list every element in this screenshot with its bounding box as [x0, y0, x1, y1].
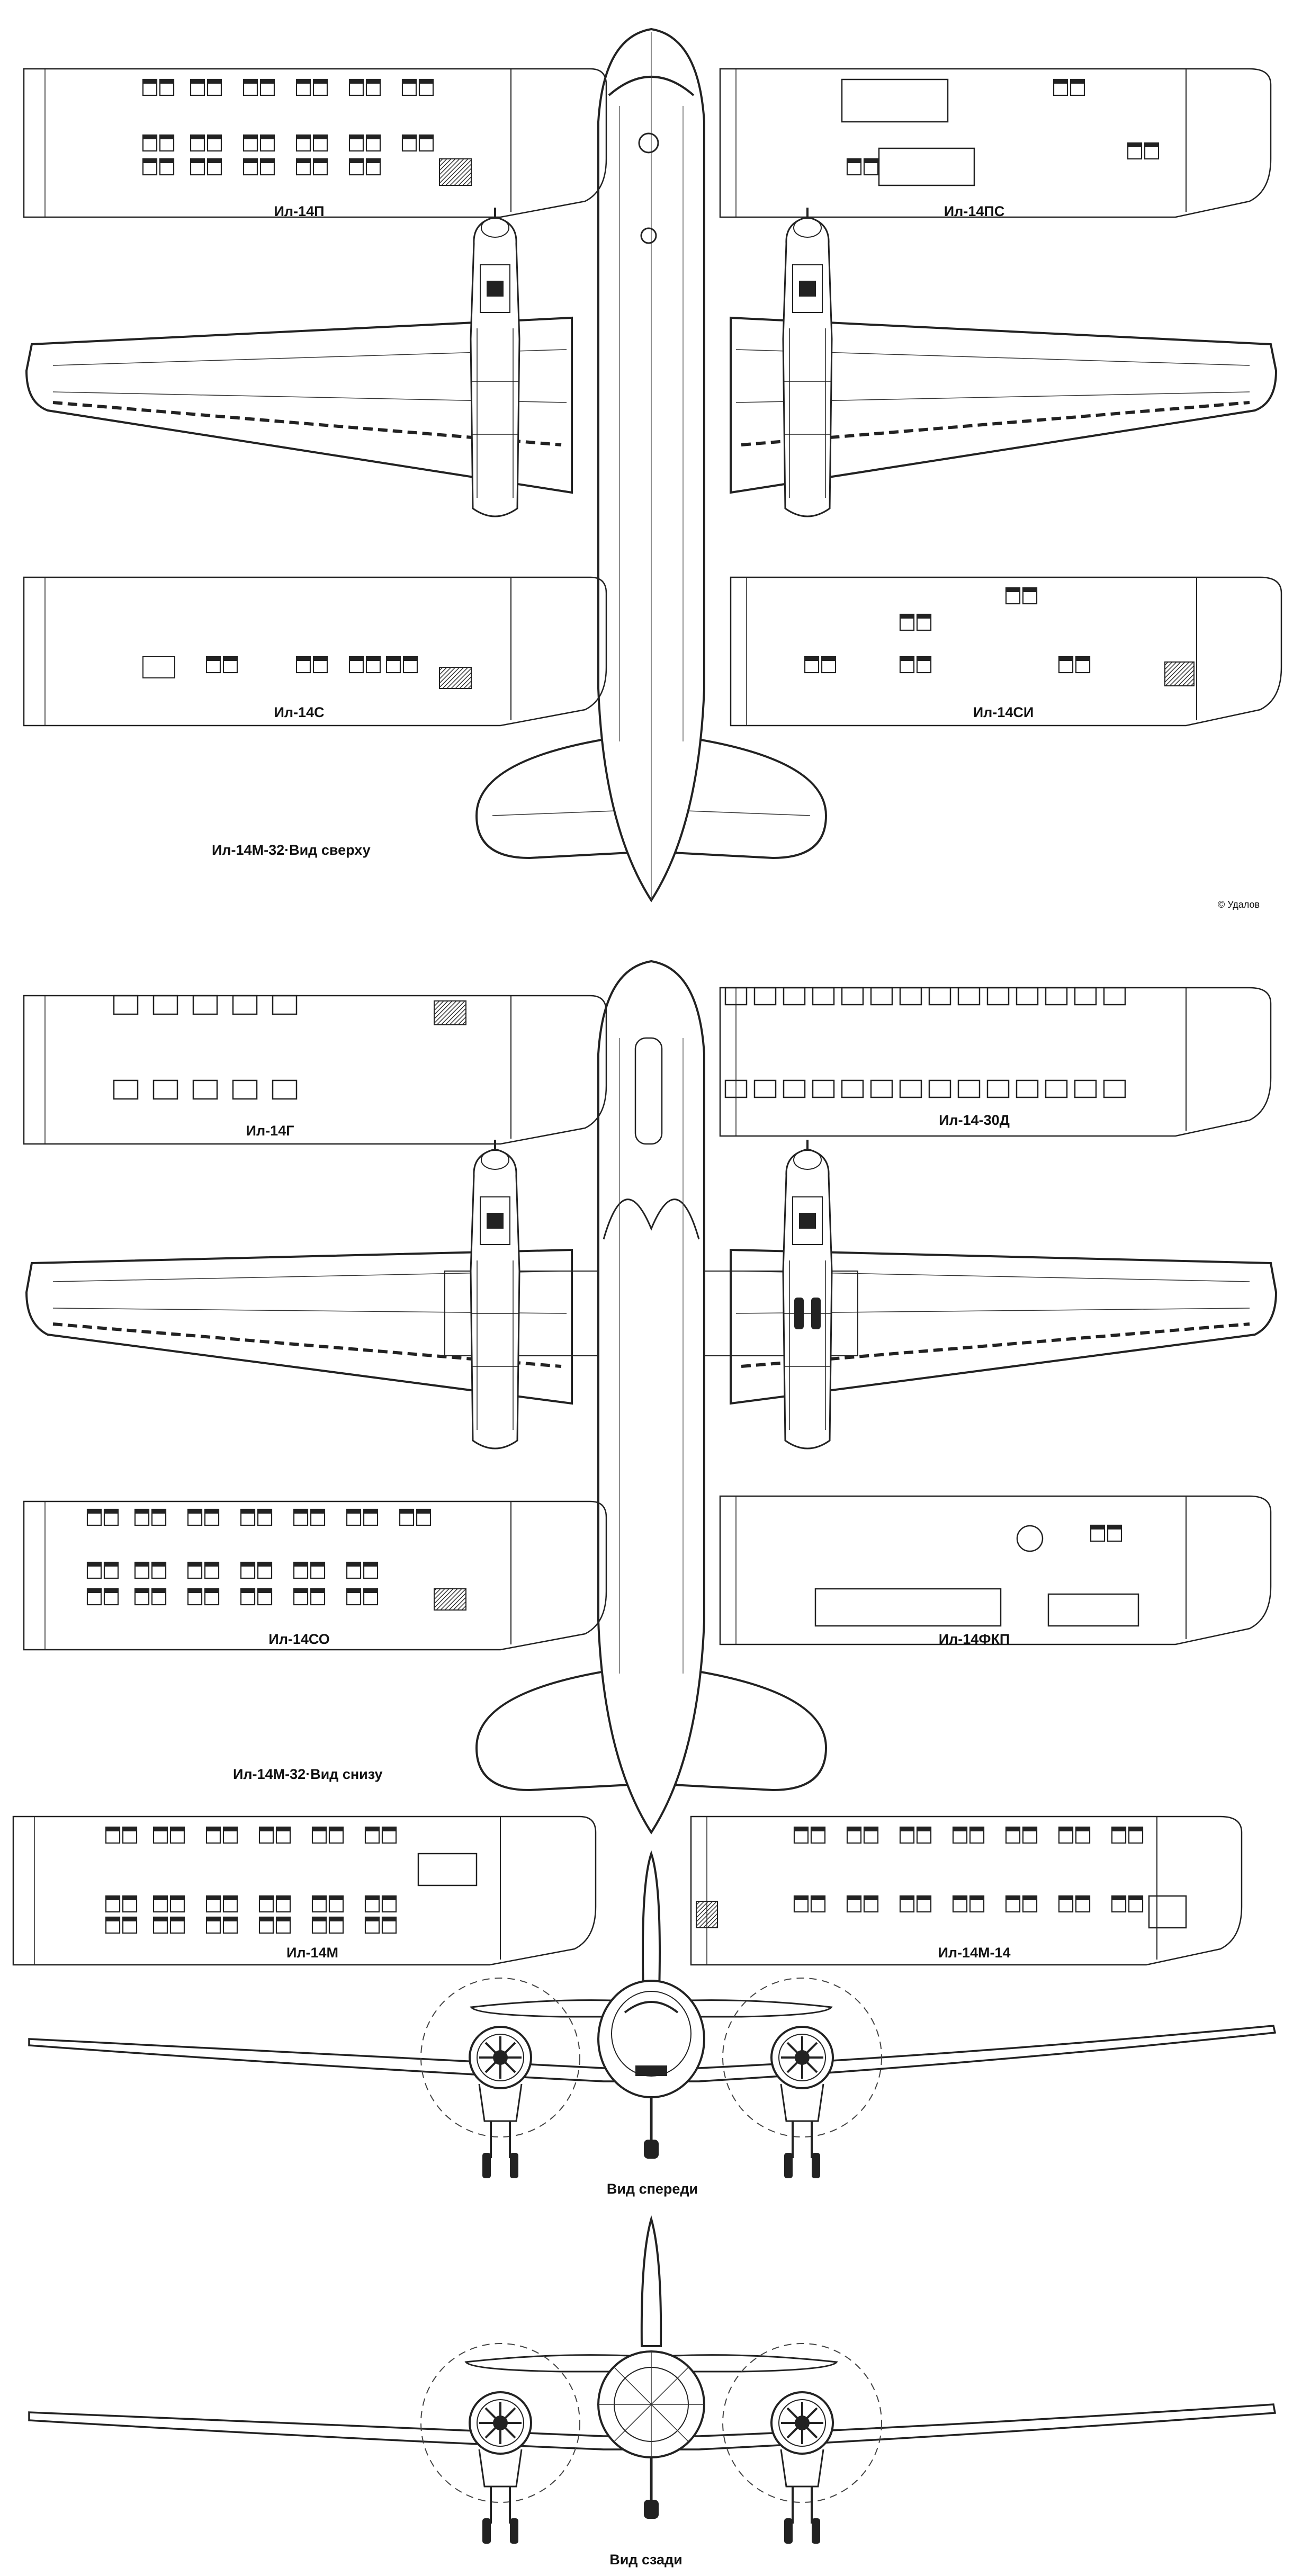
cabin-plan-il14m — [13, 1817, 596, 1965]
cabin-plan-il14p — [24, 69, 606, 217]
caption-il14si: Ил-14СИ — [973, 704, 1034, 720]
bottom-view-aircraft — [26, 961, 1276, 1832]
caption-il14s: Ил-14С — [274, 704, 325, 720]
caption-rear-view: Вид сзади — [609, 2552, 683, 2568]
cabin-plan-il14fkp — [720, 1496, 1271, 1644]
bottom-view-fuselage — [598, 961, 704, 1832]
cabin-plan-il14m14 — [691, 1817, 1242, 1965]
cabin-plan-il14g — [24, 996, 606, 1144]
caption-il14g: Ил-14Г — [246, 1123, 294, 1139]
caption-il14-30d: Ил-14-30Д — [939, 1112, 1010, 1128]
caption-bottom-view: Ил-14М-32·Вид снизу — [233, 1766, 383, 1782]
caption-top-view: Ил-14М-32·Вид сверху — [212, 842, 371, 858]
cabin-plan-il14ps — [720, 69, 1271, 217]
caption-il14m: Ил-14М — [286, 1945, 339, 1961]
caption-il14p: Ил-14П — [274, 203, 325, 219]
rear-view-aircraft — [29, 2219, 1275, 2544]
caption-il14fkp: Ил-14ФКП — [938, 1631, 1010, 1647]
caption-il14so: Ил-14СО — [268, 1631, 330, 1647]
caption-front-view: Вид спереди — [606, 2181, 698, 2197]
cabin-plan-il14si — [731, 577, 1281, 726]
cabin-plan-il14so — [24, 1501, 606, 1650]
cabin-plan-il14s — [24, 577, 606, 726]
caption-il14m14: Ил-14М-14 — [938, 1945, 1011, 1961]
front-view-aircraft — [29, 1854, 1275, 2178]
caption-il14ps: Ил-14ПС — [944, 203, 1005, 219]
caption-copyright: © Удалов — [1218, 899, 1260, 910]
